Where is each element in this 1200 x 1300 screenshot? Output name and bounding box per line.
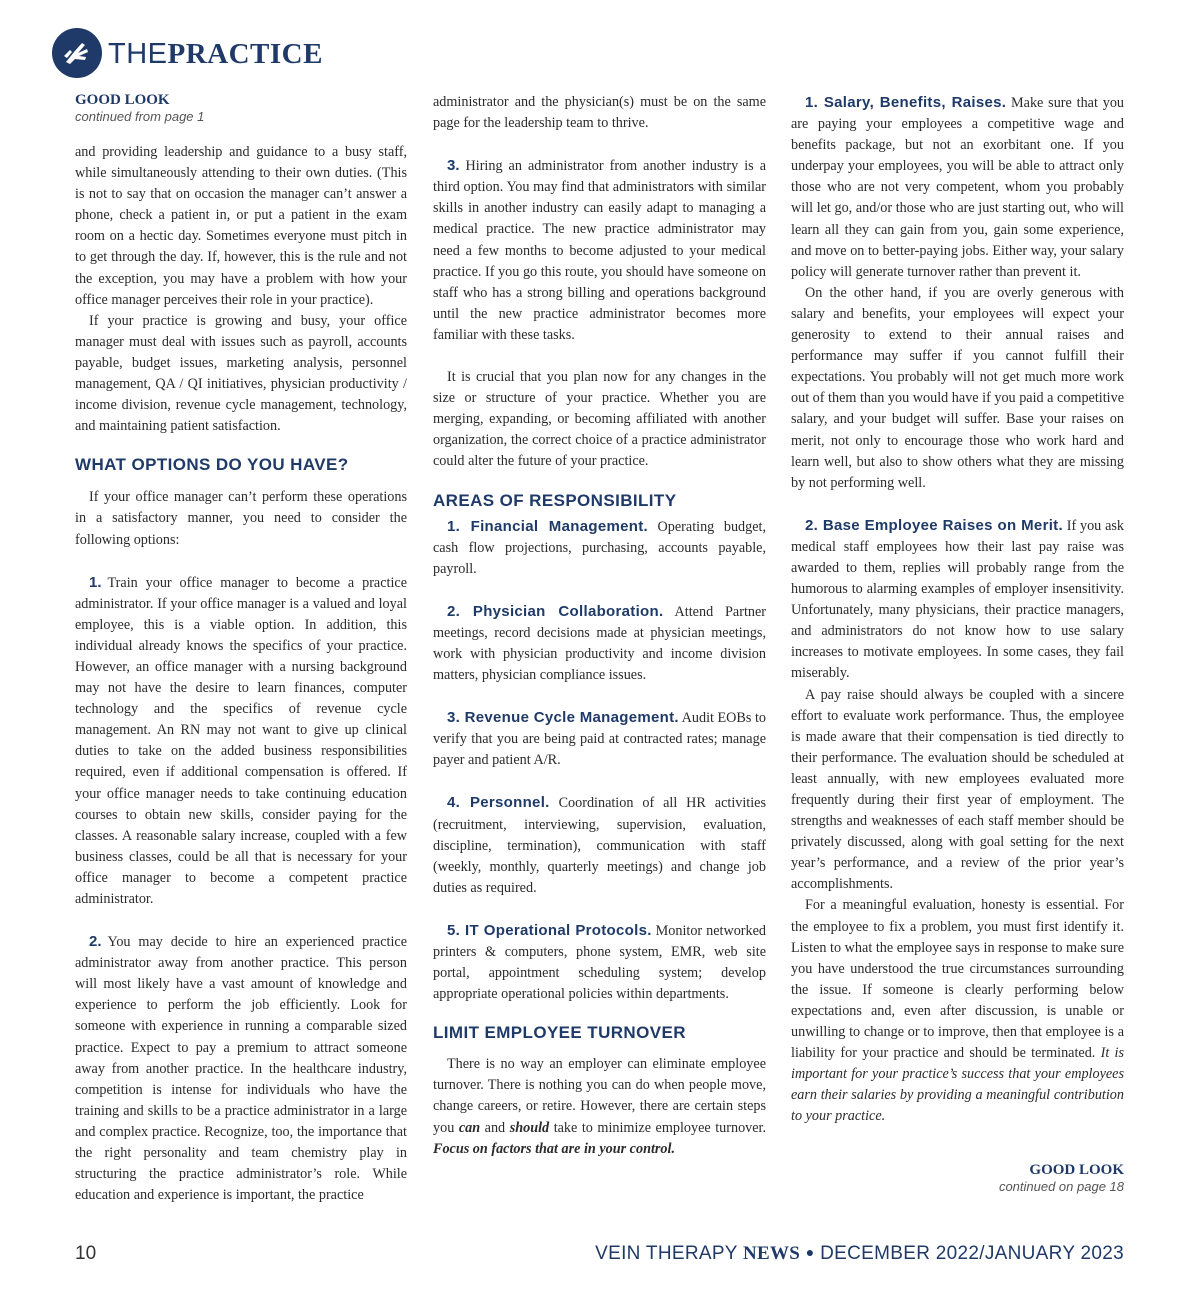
option-number: 2. (89, 933, 102, 951)
paragraph: and providing leadership and guidance to a busy staff, while simultaneously attending to their own duties. (This is not to say that on occasion the manager can’t answer a phone, check a patient in, or put a patient in the exam room on a hectic day. Sometimes everyone must pitch in to get through the day. If, however, this is the rule and not the exception, you may have a problem with how your office manager perceives their role in your practice). (75, 144, 407, 308)
article-kicker: GOOD LOOK (1029, 1161, 1124, 1178)
column-3 (791, 92, 1124, 1195)
option-number: 3. (447, 157, 460, 175)
responsibility-item (433, 516, 766, 580)
option-text: You may decide to hire an experienced practice administrator away from another practice. This person will most likely have a vast amount of knowledge and experience to perform the job efficiently. Look for someone with experience in running a comparable sized practice. Expect to pay a premium to attract someone away from another practice. In the healthcare industry, competition is intense for individuals who have the training and skills to be a practice administrator in a large and complex practice. Recognize, too, the importance that the right personality and team chemistry play in structuring the practice administrator’s role. While education and experience is important, the practice (75, 934, 407, 1204)
logo-practice: PRACTICE (167, 37, 323, 70)
continued-on: continued on page 18 (998, 1178, 1124, 1194)
item-lead: 1. Salary, Benefits, Raises. (805, 94, 1007, 111)
continued-from: continued from page 1 (75, 109, 205, 124)
paragraph: If your office manager can’t perform these operations in a satisfactory manner, you need to consider the following options: (75, 489, 407, 548)
option-1 (75, 572, 407, 911)
item-lead: 4. Personnel. (447, 794, 550, 812)
option-number: 1. (89, 573, 102, 591)
item-lead: 2. Physician Collaboration. (447, 602, 664, 620)
text-run: and (484, 1119, 506, 1136)
responsibility-item (433, 707, 766, 771)
item-lead: 3. Revenue Cycle Management. (447, 709, 679, 727)
option-text: Train your office manager to become a practice administrator. If your office manager is a valued and loyal employee, this is a viable option. In addition, this individual already knows the specifics of your practice. However, an office manager with a nursing background may not have the desire to learn finances, computer technology and the specifics of revenue cycle management. An RN may not want to give up clinical duties to take on the added business responsibilities required, even if additional compensation is offered. If your office manager needs to take continuing education courses to obtain new skills, consider paying for the classes. A reasonable salary increase, coupled with a few business classes, could be all that is necessary for your office manager to become a competent practice administrator. (75, 574, 407, 907)
item-text: If you ask medical staff employees how their last pay raise was awarded to them, replies will probably range from the humorous to alarming examples of employer insensitivity. Unfortunately, many physicians, their practice managers, and administrators do not know how to use salary increases to motivate employees. In some cases, they fail miserably. (791, 517, 1124, 682)
page-number: 10 (75, 1243, 97, 1264)
item-text: Operating budget, cash flow projections, purchasing, accounts payable, payroll. (433, 518, 767, 577)
logo-the: THE (108, 37, 168, 70)
item-text: Coordination of all HR activities (recruitment, interviewing, supervision, evaluation, discipline, termination), communication with staff (weekly, monthly, quarterly meetings) and change job duties as required. (433, 795, 767, 896)
responsibility-item (433, 920, 766, 1005)
paragraph: On the other hand, if you are overly generous with salary and benefits, your employees will expect your generosity to extend to their annual raises and performance may suffer if you cannot fulfill their expectations. You probably will not get much more work out of them than you would have if you paid a competitive salary, and your budget will suffer. Base your raises on merit, not only to encourage those who work hard and learn well, but also to show others what they are missing by not performing well. (791, 284, 1124, 491)
item-lead: 1. Financial Management. (447, 517, 648, 535)
column-2 (433, 92, 766, 1160)
paragraph: It is crucial that you plan now for any changes in the size or structure of your practice. Whether you are merging, expanding, or becoming affiliated with another organization, the correct choice of a practice administrator could alter the future of your practice. (433, 369, 766, 470)
responsibility-item (433, 792, 766, 898)
logo (52, 27, 323, 79)
item-lead: 5. IT Operational Protocols. (447, 921, 652, 939)
paragraph: If your practice is growing and busy, your office manager must deal with issues such as payroll, accounts payable, budget issues, marketing analysis, personnel management, QA / QI initiatives, physician productivity / income division, revenue cycle management, technology, and maintaining patient satisfaction. (75, 312, 407, 435)
section-heading: AREAS OF RESPONSIBILITY (433, 490, 677, 510)
option-3 (433, 155, 766, 346)
paragraph (791, 895, 1124, 1127)
responsibility-item (433, 601, 766, 686)
publication-footer (595, 1243, 1124, 1265)
option-2 (75, 931, 407, 1206)
item-lead: 2. Base Employee Raises on Merit. (805, 516, 1063, 534)
paragraph (433, 1054, 766, 1159)
emphasis: can (458, 1119, 481, 1136)
publication-news: NEWS (743, 1243, 801, 1264)
paragraph: A pay raise should always be coupled with a sincere effort to evaluate work performance. Thus, the employee is made aware that their compensation is tied directly to their performance. The evaluation should be scheduled at least annually, with new employees evaluated more frequently during their first year of employment. The strengths and weaknesses of each staff member should be privately discussed, along with goal setting for the next year’s performance, and a review of the prior year’s accomplishments. (791, 686, 1124, 893)
item-text: Attend Partner meetings, record decisions made at physician meetings, work with physician productivity and income division matters, physician compliance issues. (433, 603, 766, 684)
item-text: Audit EOBs to verify that you are being paid at contracted rates; manage payer and patient A/R. (433, 710, 767, 769)
bullet-separator: ● (805, 1244, 815, 1260)
logo-hands-icon (52, 28, 102, 78)
text-run: There is no way an employer can eliminate employee turnover. There is nothing you can do when people move, change careers, or retire. However, there are certain steps you (433, 1056, 766, 1136)
emphasis: should (509, 1119, 550, 1136)
item-text: Make sure that you are paying your employees a competitive wage and benefits package, but not an exorbitant one. If you underpay your employees, you will be able to attract only those who are not very competent, whom you probably will let go, and/or those who are just starting out, who will learn all they can gain from you, gain some experience, and move on to better-paying jobs. Either way, your salary policy will generate turnover rather than prevent it. (791, 95, 1125, 280)
publication-name: VEIN THERAPY (595, 1243, 738, 1264)
emphasis: Focus on factors that are in your control. (433, 1140, 676, 1157)
option-text: Hiring an administrator from another industry is a third option. You may find that administrators with similar skills in another industry can easily adapt to managing a medical practice. The new practice administrator may need a few months to become adjusted to your medical practice. If you go this route, you should have someone on staff who has a strong billing and operations background until the new practice administrator becomes more familiar with these tasks. (433, 158, 766, 343)
article-end (791, 1162, 1124, 1195)
logo-wordmark (108, 36, 323, 71)
article-kicker: GOOD LOOK (75, 92, 170, 108)
column-1 (75, 92, 407, 1206)
turnover-step-2 (791, 515, 1124, 685)
emphasis: It is important for your practice’s success that your employees earn their salaries by providing a meaningful contribution to your practice. (791, 1045, 1125, 1125)
issue-date: DECEMBER 2022/JANUARY 2023 (820, 1243, 1124, 1264)
text-run: take to minimize employee turnover. (553, 1119, 767, 1136)
text-run: For a meaningful evaluation, honesty is essential. For the employee to fix a problem, you must first identify it. Listen to what the employee says in response to make sure you have understood the true circumstances surrounding the issue. If someone is clearly performing below expectations and, even after discussion, is unable or unwilling to change or to improve, then that employee is a liability for your practice and should be terminated. (791, 897, 1124, 1062)
section-heading: WHAT OPTIONS DO YOU HAVE? (75, 455, 349, 475)
turnover-step-1 (791, 92, 1124, 283)
section-heading: LIMIT EMPLOYEE TURNOVER (433, 1023, 686, 1043)
item-text: Monitor networked printers & computers, phone system, EMR, web site portal, appointment scheduling system; develop appropriate operational policies within departments. (433, 922, 767, 1003)
paragraph: administrator and the physician(s) must be on the same page for the leadership team to thrive. (433, 94, 766, 132)
